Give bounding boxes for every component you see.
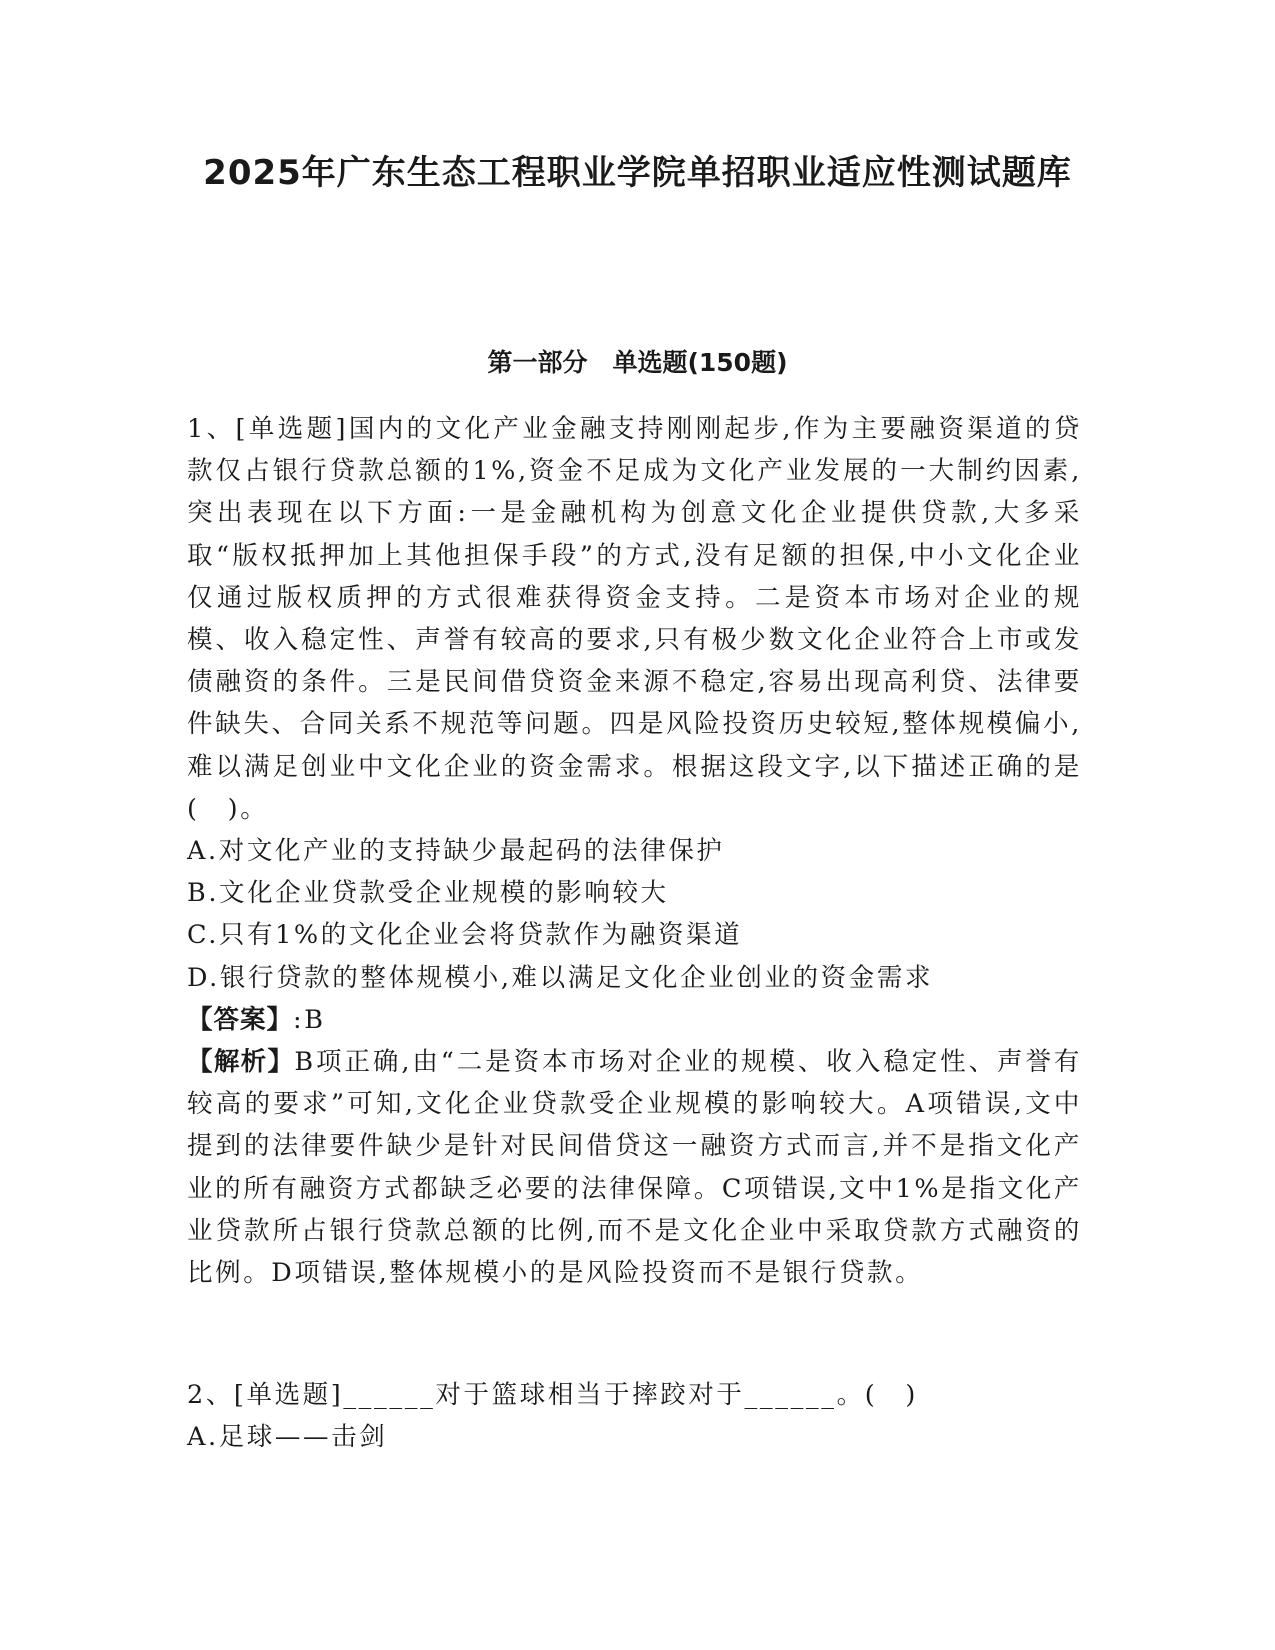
section-heading: 第一部分 单选题(150题) [487, 348, 788, 377]
question-1-option-c: C.只有1%的文化企业会将贷款作为融资渠道 [187, 920, 743, 951]
question-1-option-a: A.对文化产业的支持缺少最起码的法律保护 [187, 836, 725, 867]
question-1 [187, 408, 1082, 1294]
answer-label: 【答案】 [187, 1004, 294, 1035]
question-2-stem: 2、[单选题]______对于篮球相当于摔跤对于______。( ) [187, 1380, 918, 1410]
question-2-option-a: A.足球——击剑 [187, 1422, 388, 1453]
document-title: 2025年广东生态工程职业学院单招职业适应性测试题库 [203, 153, 1072, 193]
question-1-analysis [187, 1041, 1082, 1294]
question-2 [187, 1374, 1082, 1458]
question-1-answer [187, 999, 1082, 1041]
question-1-option-b: B.文化企业贷款受企业规模的影响较大 [187, 878, 669, 909]
question-1-option-d: D.银行贷款的整体规模小,难以满足文化企业创业的资金需求 [187, 962, 934, 993]
analysis-label: 【解析】 [187, 1047, 295, 1078]
analysis-text: B项正确,由“二是资本市场对企业的规模、收入稳定性、声誉有较高的要求”可知,文化企业贷款受企业规模的影响较大。A项错误,文中提到的法律要件缺少是针对民间借贷这一融资方式而言,并不是指文化产业的所有融资方式都缺乏必要的法律保障。C项错误,文中1%是指文化产业贷款所占银行贷款总额的比例,而不是文化企业中采取贷款方式融资的比例。D项错误,整体规模小的是风险投资而不是银行贷款。 [187, 1047, 1082, 1289]
answer-value: :B [293, 1004, 326, 1035]
question-1-stem: 1、[单选题]国内的文化产业金融支持刚刚起步,作为主要融资渠道的贷款仅占银行贷款总额的1%,资金不足成为文化产业发展的一大制约因素,突出表现在以下方面:一是金融机构为创意文化企业提供贷款,大多采取“版权抵押加上其他担保手段”的方式,没有足额的担保,中小文化企业仅通过版权质押的方式很难获得资金支持。二是资本市场对企业的规模、收入稳定性、声誉有较高的要求,只有极少数文化企业符合上市或发债融资的条件。三是民间借贷资金来源不稳定,容易出现高利贷、法律要件缺失、合同关系不规范等问题。四是风险投资历史较短,整体规模偏小,难以满足创业中文化企业的资金需求。根据这段文字,以下描述正确的是( )。 [187, 414, 1082, 824]
